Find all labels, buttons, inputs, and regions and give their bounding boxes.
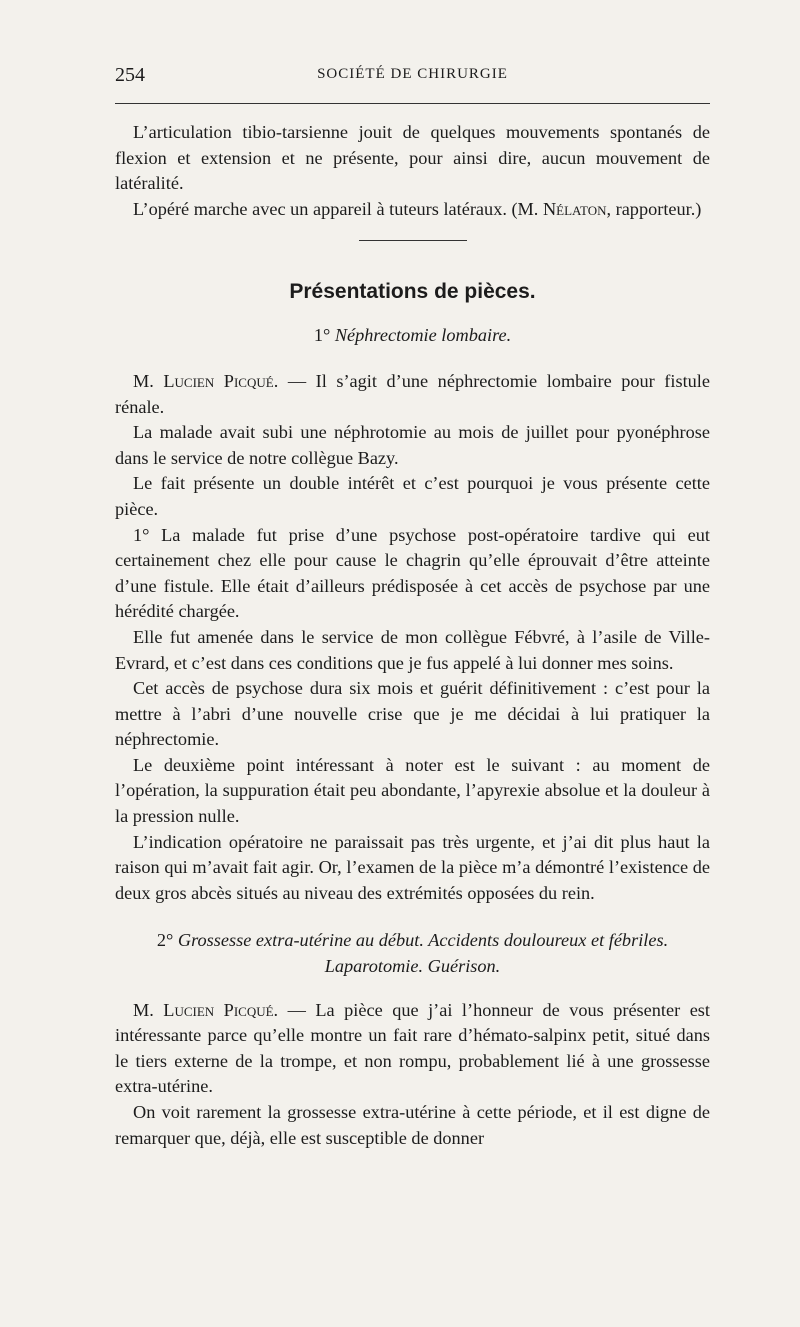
case2-paragraph-1 [115,998,710,1100]
rapporteur-name: Nélaton [542,198,607,219]
page-body [115,120,710,1151]
case1-paragraph-5: Elle fut amenée dans le service de mon collègue Fébvré, à l’asile de Ville-Evrard, et c’est dans ces conditions que je fus appelé à lui donner mes soins. [115,626,710,673]
case1-p1-text: — Il s’agit d’une néphrectomie lombaire pour fistule rénale. [115,370,710,417]
case1-paragraph-2: La malade avait subi une néphrotomie au mois de juillet pour pyonéphrose dans le service de notre collègue Bazy. [115,422,710,468]
case2-title-line-1: Grossesse extra-utérine au début. Accidents douloureux et fébriles. [177,930,669,951]
header-rule [115,103,710,104]
page-header [115,62,710,92]
case1-heading [115,323,710,349]
case1-paragraph-7: Le deuxième point intéressant à noter est le suivant : au moment de l’opération, la suppuration était peu abondante, l’apyrexie absolue et la douleur à la pression nulle. [115,754,710,827]
case1-title: Néphrectomie lombaire. [334,325,512,346]
case1-paragraph-8: L’indication opératoire ne paraissait pas très urgente, et j’ai dit plus haut la raison qui m’avait fait agir. Or, l’examen de la pièce m’a démontré l’existence de deux gros abcès situés au niveau des extrémités opposées du rein. [115,831,710,903]
intro-p2-end: , rapporteur.) [606,198,702,219]
intro-paragraph-2 [115,197,710,223]
section-divider [359,240,467,241]
intro-paragraph-1: L’articulation tibio-tarsienne jouit de quelques mouvements spontanés de flexion et extension et ne présente, pour ainsi dire, aucun mouvement de latéralité. [115,122,710,194]
case1-number: 1° [313,325,331,346]
case1-paragraph-4: 1° La malade fut prise d’une psychose post-opératoire tardive qui eut certainement chez elle pour cause le chagrin qu’elle éprouvait d’être atteinte d’une fistule. Elle était d’ailleurs prédisposée à cet accès de psychose par une hérédité chargée. [115,524,710,622]
case2-speaker: M. Lucien Picqué. [133,999,279,1020]
case2-heading [115,928,710,979]
case1-paragraph-6: Cet accès de psychose dura six mois et guérit définitivement : c’est pour la mettre à l’abri d’une nouvelle crise que je me décidai à lui pratiquer la néphrectomie. [115,678,710,750]
page-number: 254 [115,64,145,86]
intro-p2-text: L’opéré marche avec un appareil à tuteurs latéraux. (M. [133,198,543,219]
case2-heading-line-1 [115,928,710,954]
case1-paragraph-3: Le fait présente un double intérêt et c’est pourquoi je vous présente cette pièce. [115,473,710,519]
section-title: Présentations de pièces. [289,280,536,304]
case2-paragraph-2: On voit rarement la grossesse extra-utérine à cette période, et il est digne de remarquer que, déjà, elle est susceptible de donner [115,1102,710,1148]
running-head: SOCIÉTÉ DE CHIRURGIE [317,66,508,82]
case2-number: 2° [156,930,174,951]
case2-title-line-2: Laparotomie. Guérison. [324,956,501,977]
case1-speaker: M. Lucien Picqué. [133,370,279,391]
case2-p1-text: — La pièce que j’ai l’honneur de vous présenter est intéressante parce qu’elle montre un fait rare d’hémato-salpinx petit, situé dans le tiers externe de la trompe, et non rompu, probablement lié à une grossesse extra-utérine. [115,999,711,1097]
case1-paragraph-1 [115,369,710,420]
